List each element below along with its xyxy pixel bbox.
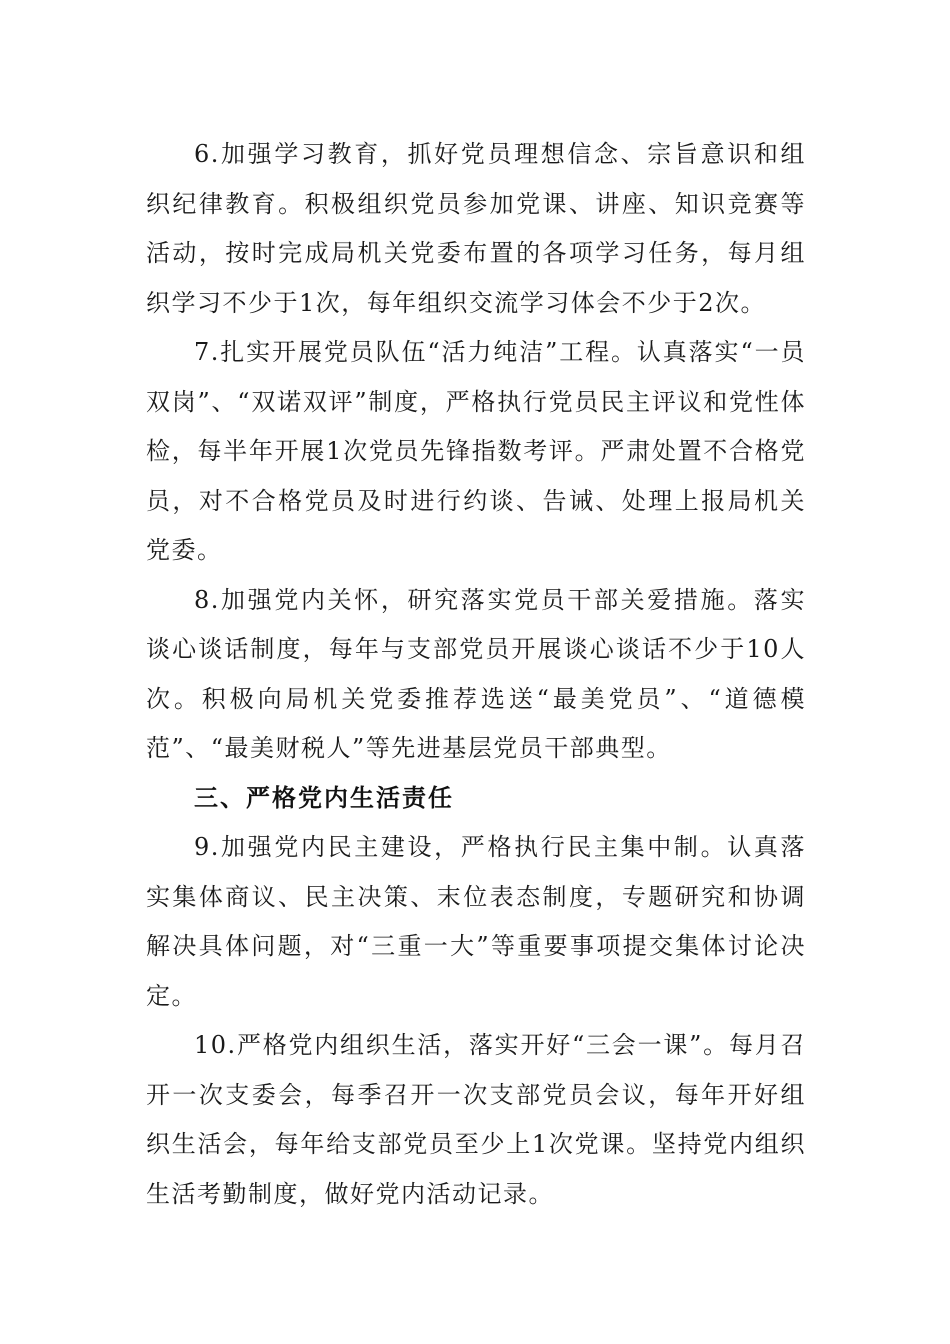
section-heading: 三、严格党内生活责任 (194, 783, 454, 812)
paragraph-6: 6.加强学习教育，抓好党员理想信念、宗旨意识和组织纪律教育。积极组织党员参加党课、讲座、知识竞赛等活动，按时完成局机关党委布置的各项学习任务，每月组织学习不少于1次，每年组织交流学习体会不少于2次。 (146, 140, 806, 317)
paragraph-8: 8.加强党内关怀，研究落实党员干部关爱措施。落实谈心谈话制度，每年与支部党员开展谈心谈话不少于10人次。积极向局机关党委推荐选送“最美党员”、“道德模范”、“最美财税人”等先进基层党员干部典型。 (146, 585, 806, 762)
paragraph-10: 10.严格党内组织生活，落实开好“三会一课”。每月召开一次支委会，每季召开一次支部党员会议，每年开好组织生活会，每年给支部党员至少上1次党课。坚持党内组织生活考勤制度，做好党内活动记录。 (146, 1031, 806, 1208)
document-body (146, 130, 806, 1219)
paragraph-7: 7.扎实开展党员队伍“活力纯洁”工程。认真落实“一员双岗”、“双诺双评”制度，严格执行党员民主评议和党性体检，每半年开展1次党员先锋指数考评。严肃处置不合格党员，对不合格党员及时进行约谈、告诫、处理上报局机关党委。 (146, 338, 806, 564)
paragraph-9: 9.加强党内民主建设，严格执行民主集中制。认真落实集体商议、民主决策、末位表态制度，专题研究和协调解决具体问题，对“三重一大”等重要事项提交集体讨论决定。 (146, 833, 806, 1010)
